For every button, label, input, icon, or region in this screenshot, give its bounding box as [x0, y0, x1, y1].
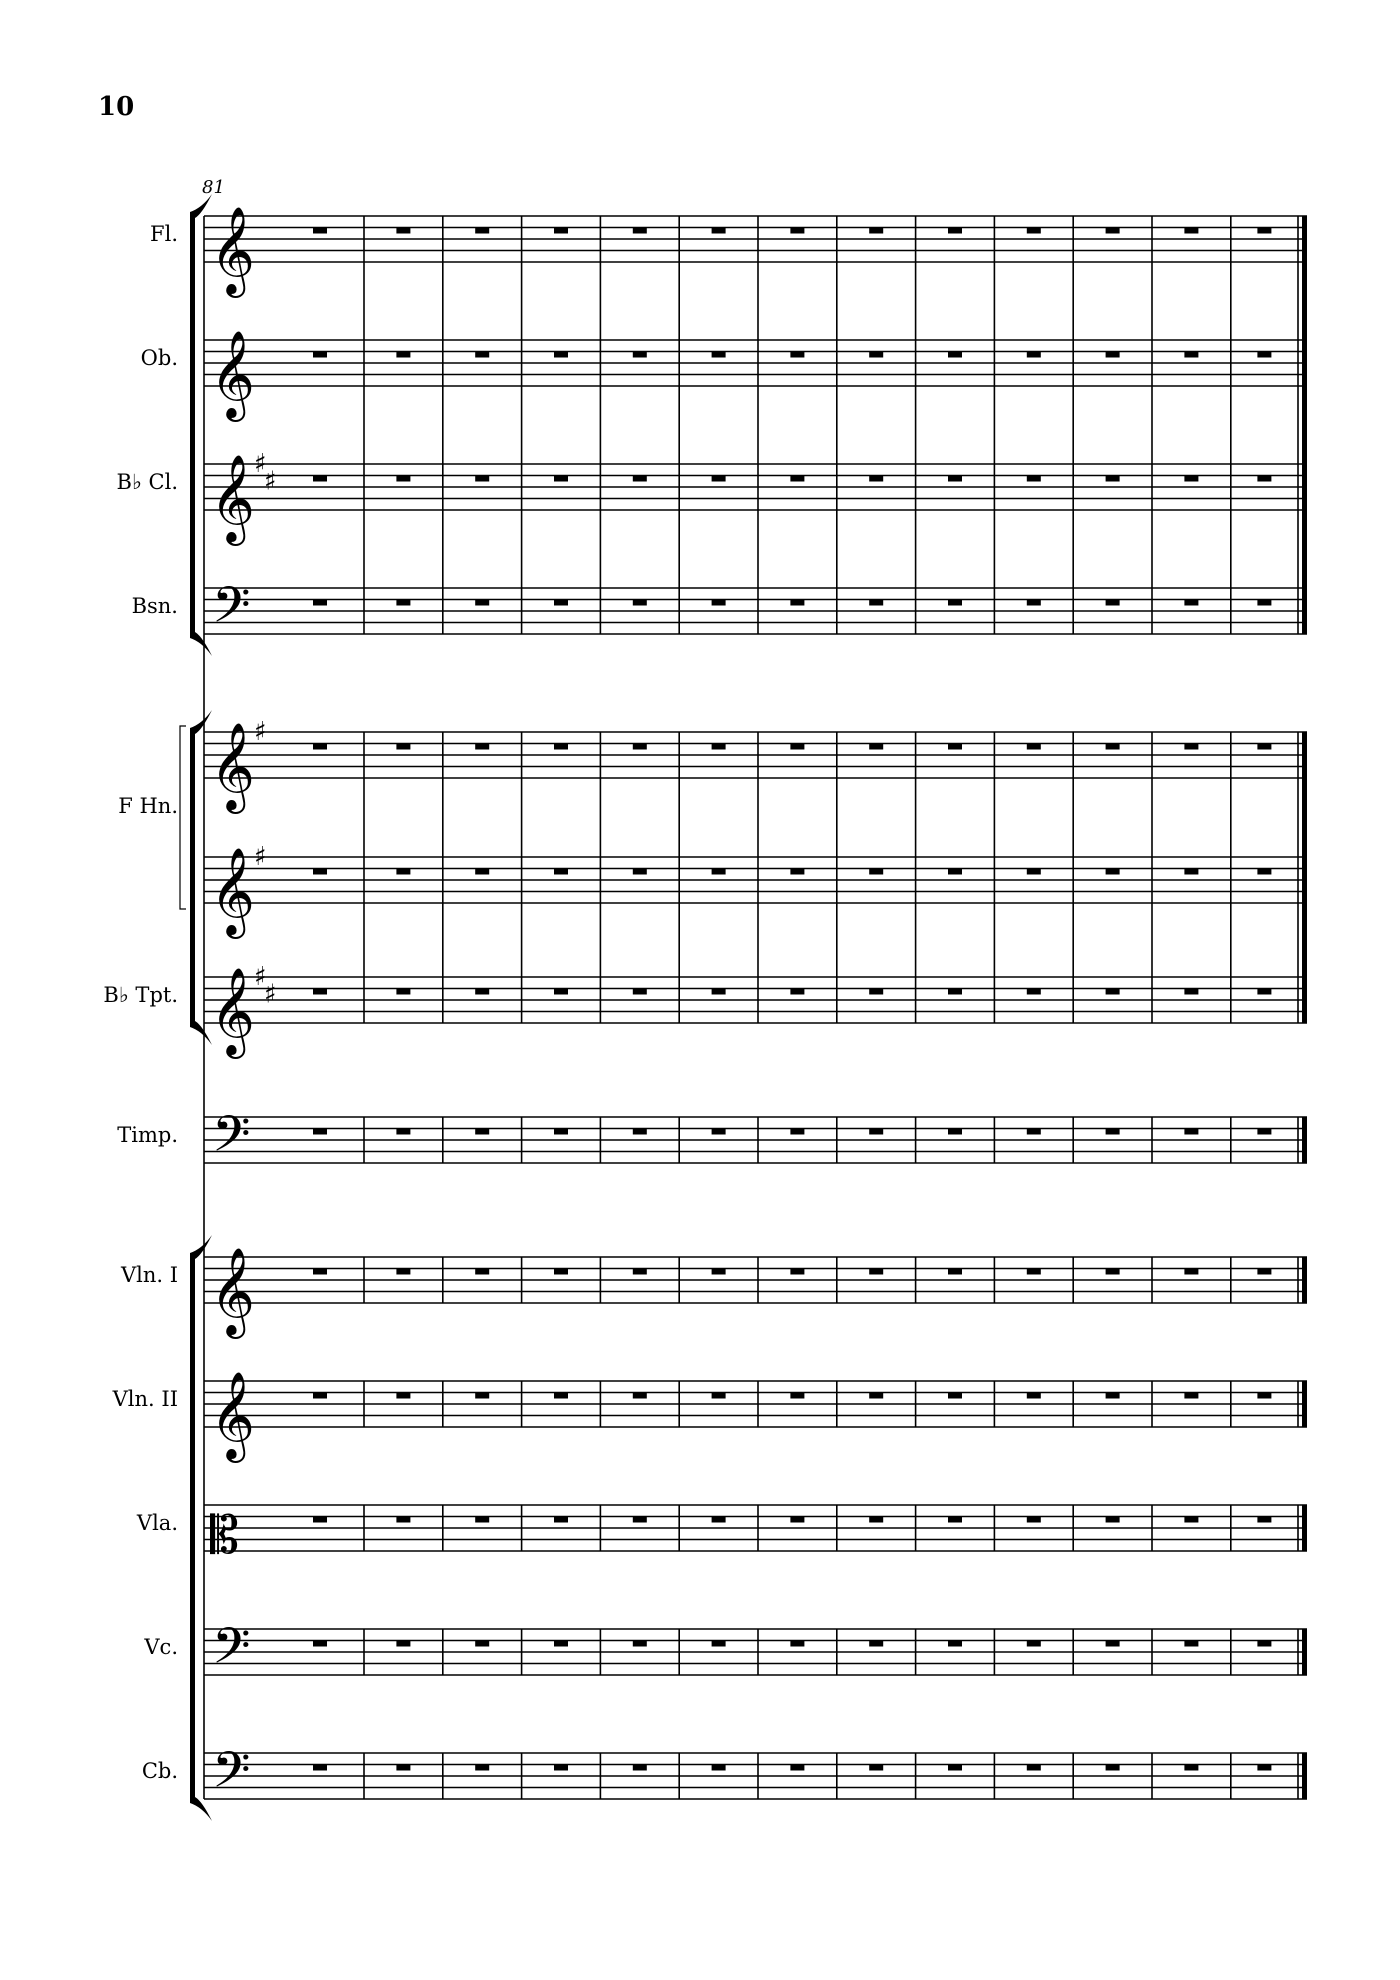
- key-sharp-icon: ♯: [264, 466, 277, 497]
- woodwind-bracket: [190, 212, 195, 638]
- whole-rest-icon: [790, 352, 804, 358]
- whole-rest-icon: [475, 228, 489, 234]
- whole-rest-icon: [396, 744, 410, 750]
- whole-rest-icon: [1106, 869, 1120, 875]
- whole-rest-icon: [1257, 1393, 1271, 1399]
- whole-rest-icon: [633, 1517, 647, 1523]
- whole-rest-icon: [475, 476, 489, 482]
- whole-rest-icon: [1106, 1641, 1120, 1647]
- whole-rest-icon: [1027, 228, 1041, 234]
- whole-rest-icon: [790, 1393, 804, 1399]
- final-barline-thick: [1302, 1381, 1307, 1427]
- whole-rest-icon: [633, 352, 647, 358]
- whole-rest-icon: [554, 1517, 568, 1523]
- woodwind-bracket-hook-top: [190, 194, 212, 218]
- whole-rest-icon: [869, 1765, 883, 1771]
- whole-rest-icon: [790, 744, 804, 750]
- whole-rest-icon: [1257, 1765, 1271, 1771]
- brass-bracket-hook-bottom: [190, 1021, 212, 1045]
- whole-rest-icon: [1027, 869, 1041, 875]
- whole-rest-icon: [1184, 1517, 1198, 1523]
- whole-rest-icon: [313, 1641, 327, 1647]
- whole-rest-icon: [869, 476, 883, 482]
- whole-rest-icon: [1257, 1517, 1271, 1523]
- final-barline-thick: [1302, 216, 1307, 634]
- whole-rest-icon: [396, 228, 410, 234]
- whole-rest-icon: [712, 1641, 726, 1647]
- treble-clef-icon: 𝄞: [210, 721, 255, 810]
- whole-rest-icon: [948, 1269, 962, 1275]
- label-contrabass: Cb.: [141, 1759, 178, 1783]
- whole-rest-icon: [313, 1765, 327, 1771]
- whole-rest-icon: [1184, 744, 1198, 750]
- whole-rest-icon: [554, 600, 568, 606]
- whole-rest-icon: [1106, 352, 1120, 358]
- whole-rest-icon: [1184, 352, 1198, 358]
- whole-rest-icon: [633, 1393, 647, 1399]
- whole-rest-icon: [396, 1641, 410, 1647]
- whole-rest-icon: [1257, 869, 1271, 875]
- whole-rest-icon: [633, 600, 647, 606]
- whole-rest-icon: [712, 989, 726, 995]
- whole-rest-icon: [790, 228, 804, 234]
- whole-rest-icon: [1027, 1393, 1041, 1399]
- whole-rest-icon: [396, 1517, 410, 1523]
- whole-rest-icon: [712, 1765, 726, 1771]
- whole-rest-icon: [790, 869, 804, 875]
- whole-rest-icon: [1106, 989, 1120, 995]
- whole-rest-icon: [712, 476, 726, 482]
- page-number: 10: [98, 92, 135, 122]
- label-oboe: Ob.: [140, 346, 178, 370]
- whole-rest-icon: [554, 1393, 568, 1399]
- label-clarinet: B♭ Cl.: [116, 470, 178, 494]
- whole-rest-icon: [475, 869, 489, 875]
- whole-rest-icon: [1106, 1393, 1120, 1399]
- whole-rest-icon: [948, 1393, 962, 1399]
- key-sharp-icon: ♯: [254, 962, 267, 992]
- key-sharp-icon: ♯: [254, 717, 267, 747]
- measure-number: 81: [202, 177, 225, 198]
- treble-clef-icon: 𝄞: [210, 1246, 255, 1335]
- key-sharp-icon: ♯: [254, 449, 267, 479]
- whole-rest-icon: [554, 1765, 568, 1771]
- whole-rest-icon: [475, 1393, 489, 1399]
- whole-rest-icon: [554, 989, 568, 995]
- whole-rest-icon: [475, 1765, 489, 1771]
- whole-rest-icon: [790, 1765, 804, 1771]
- whole-rest-icon: [948, 744, 962, 750]
- whole-rest-icon: [1027, 352, 1041, 358]
- label-horn: F Hn.: [118, 794, 178, 818]
- whole-rest-icon: [869, 869, 883, 875]
- whole-rest-icon: [712, 1393, 726, 1399]
- whole-rest-icon: [1106, 228, 1120, 234]
- whole-rest-icon: [869, 989, 883, 995]
- whole-rest-icon: [554, 744, 568, 750]
- whole-rest-icon: [396, 869, 410, 875]
- whole-rest-icon: [869, 1129, 883, 1135]
- whole-rest-icon: [554, 869, 568, 875]
- whole-rest-icon: [633, 1129, 647, 1135]
- horn-sub-bracket: [180, 726, 186, 909]
- treble-clef-icon: 𝄞: [210, 846, 255, 935]
- brass-bracket: [190, 728, 195, 1027]
- whole-rest-icon: [1106, 600, 1120, 606]
- whole-rest-icon: [475, 1269, 489, 1275]
- whole-rest-icon: [554, 1269, 568, 1275]
- whole-rest-icon: [1184, 1765, 1198, 1771]
- label-flute: Fl.: [150, 222, 178, 246]
- whole-rest-icon: [948, 1641, 962, 1647]
- whole-rest-icon: [1106, 1765, 1120, 1771]
- whole-rest-icon: [1257, 352, 1271, 358]
- label-cello: Vc.: [144, 1635, 178, 1659]
- whole-rest-icon: [1257, 1269, 1271, 1275]
- whole-rest-icon: [396, 600, 410, 606]
- whole-rest-icon: [633, 228, 647, 234]
- whole-rest-icon: [1027, 744, 1041, 750]
- whole-rest-icon: [1106, 744, 1120, 750]
- whole-rest-icon: [1027, 1517, 1041, 1523]
- treble-clef-icon: 𝄞: [210, 1370, 255, 1459]
- whole-rest-icon: [1184, 1393, 1198, 1399]
- whole-rest-icon: [633, 1269, 647, 1275]
- whole-rest-icon: [1184, 600, 1198, 606]
- whole-rest-icon: [1027, 989, 1041, 995]
- whole-rest-icon: [790, 1517, 804, 1523]
- whole-rest-icon: [1106, 1517, 1120, 1523]
- whole-rest-icon: [396, 1393, 410, 1399]
- whole-rest-icon: [313, 1517, 327, 1523]
- whole-rest-icon: [633, 989, 647, 995]
- whole-rest-icon: [313, 352, 327, 358]
- whole-rest-icon: [869, 1393, 883, 1399]
- treble-clef-icon: 𝄞: [210, 205, 255, 294]
- whole-rest-icon: [869, 1517, 883, 1523]
- whole-rest-icon: [1257, 1129, 1271, 1135]
- whole-rest-icon: [790, 600, 804, 606]
- whole-rest-icon: [554, 476, 568, 482]
- whole-rest-icon: [869, 352, 883, 358]
- whole-rest-icon: [1257, 989, 1271, 995]
- whole-rest-icon: [633, 744, 647, 750]
- whole-rest-icon: [313, 1269, 327, 1275]
- whole-rest-icon: [1257, 476, 1271, 482]
- whole-rest-icon: [1106, 1129, 1120, 1135]
- whole-rest-icon: [948, 1765, 962, 1771]
- whole-rest-icon: [1027, 476, 1041, 482]
- brass-bracket-hook-top: [190, 710, 212, 734]
- whole-rest-icon: [475, 1129, 489, 1135]
- whole-rest-icon: [475, 1641, 489, 1647]
- whole-rest-icon: [633, 1641, 647, 1647]
- whole-rest-icon: [869, 600, 883, 606]
- whole-rest-icon: [633, 1765, 647, 1771]
- whole-rest-icon: [712, 228, 726, 234]
- whole-rest-icon: [475, 600, 489, 606]
- whole-rest-icon: [313, 600, 327, 606]
- whole-rest-icon: [948, 1517, 962, 1523]
- whole-rest-icon: [948, 228, 962, 234]
- whole-rest-icon: [869, 744, 883, 750]
- treble-clef-icon: 𝄞: [210, 453, 255, 542]
- whole-rest-icon: [396, 476, 410, 482]
- whole-rest-icon: [1184, 1129, 1198, 1135]
- whole-rest-icon: [313, 228, 327, 234]
- bass-clef-icon: 𝄢: [212, 1741, 251, 1812]
- whole-rest-icon: [790, 476, 804, 482]
- key-sharp-icon: ♯: [254, 842, 267, 872]
- whole-rest-icon: [396, 352, 410, 358]
- label-trumpet: B♭ Tpt.: [103, 983, 178, 1007]
- whole-rest-icon: [396, 989, 410, 995]
- whole-rest-icon: [869, 1641, 883, 1647]
- whole-rest-icon: [1184, 476, 1198, 482]
- final-barline-thick: [1302, 1629, 1307, 1675]
- whole-rest-icon: [1257, 744, 1271, 750]
- label-violin-2: Vln. II: [112, 1387, 178, 1411]
- whole-rest-icon: [475, 744, 489, 750]
- string-bracket-hook-top: [190, 1235, 212, 1259]
- whole-rest-icon: [554, 228, 568, 234]
- bass-clef-icon: 𝄢: [212, 576, 251, 647]
- whole-rest-icon: [1027, 1765, 1041, 1771]
- whole-rest-icon: [313, 744, 327, 750]
- whole-rest-icon: [1027, 1641, 1041, 1647]
- whole-rest-icon: [869, 1269, 883, 1275]
- final-barline-thick: [1302, 1505, 1307, 1551]
- final-barline-thick: [1302, 1753, 1307, 1799]
- whole-rest-icon: [712, 869, 726, 875]
- whole-rest-icon: [712, 600, 726, 606]
- label-violin-1: Vln. I: [120, 1263, 178, 1287]
- whole-rest-icon: [1106, 1269, 1120, 1275]
- whole-rest-icon: [948, 600, 962, 606]
- whole-rest-icon: [712, 744, 726, 750]
- whole-rest-icon: [712, 1129, 726, 1135]
- whole-rest-icon: [1257, 600, 1271, 606]
- whole-rest-icon: [1027, 600, 1041, 606]
- final-barline-thick: [1302, 1257, 1307, 1303]
- whole-rest-icon: [1184, 989, 1198, 995]
- whole-rest-icon: [313, 476, 327, 482]
- treble-clef-icon: 𝄞: [210, 966, 255, 1055]
- whole-rest-icon: [948, 989, 962, 995]
- whole-rest-icon: [1027, 1129, 1041, 1135]
- whole-rest-icon: [1027, 1269, 1041, 1275]
- final-barline-thick: [1302, 732, 1307, 1023]
- whole-rest-icon: [948, 1129, 962, 1135]
- whole-rest-icon: [396, 1269, 410, 1275]
- whole-rest-icon: [948, 352, 962, 358]
- whole-rest-icon: [313, 989, 327, 995]
- whole-rest-icon: [1257, 1641, 1271, 1647]
- whole-rest-icon: [1257, 228, 1271, 234]
- whole-rest-icon: [313, 1393, 327, 1399]
- label-bassoon: Bsn.: [131, 594, 178, 618]
- whole-rest-icon: [712, 1517, 726, 1523]
- whole-rest-icon: [554, 1641, 568, 1647]
- treble-clef-icon: 𝄞: [210, 329, 255, 418]
- string-bracket: [190, 1253, 195, 1803]
- whole-rest-icon: [633, 869, 647, 875]
- whole-rest-icon: [475, 989, 489, 995]
- whole-rest-icon: [554, 352, 568, 358]
- whole-rest-icon: [1106, 476, 1120, 482]
- whole-rest-icon: [313, 869, 327, 875]
- whole-rest-icon: [475, 352, 489, 358]
- string-bracket-hook-bottom: [190, 1797, 212, 1821]
- whole-rest-icon: [633, 476, 647, 482]
- whole-rest-icon: [712, 1269, 726, 1275]
- key-sharp-icon: ♯: [264, 979, 277, 1010]
- whole-rest-icon: [790, 989, 804, 995]
- woodwind-bracket-hook-bottom: [190, 632, 212, 656]
- whole-rest-icon: [790, 1641, 804, 1647]
- bass-clef-icon: 𝄢: [212, 1617, 251, 1688]
- whole-rest-icon: [1184, 1269, 1198, 1275]
- whole-rest-icon: [712, 352, 726, 358]
- whole-rest-icon: [790, 1129, 804, 1135]
- whole-rest-icon: [948, 476, 962, 482]
- whole-rest-icon: [869, 228, 883, 234]
- whole-rest-icon: [948, 869, 962, 875]
- whole-rest-icon: [1184, 1641, 1198, 1647]
- whole-rest-icon: [1184, 228, 1198, 234]
- label-timpani: Timp.: [117, 1123, 178, 1147]
- whole-rest-icon: [396, 1765, 410, 1771]
- whole-rest-icon: [790, 1269, 804, 1275]
- whole-rest-icon: [1184, 869, 1198, 875]
- label-viola: Vla.: [136, 1511, 178, 1535]
- whole-rest-icon: [554, 1129, 568, 1135]
- whole-rest-icon: [475, 1517, 489, 1523]
- whole-rest-icon: [396, 1129, 410, 1135]
- bass-clef-icon: 𝄢: [212, 1105, 251, 1176]
- final-barline-thick: [1302, 1117, 1307, 1163]
- whole-rest-icon: [313, 1129, 327, 1135]
- alto-clef-icon: 𝄡: [210, 1506, 240, 1566]
